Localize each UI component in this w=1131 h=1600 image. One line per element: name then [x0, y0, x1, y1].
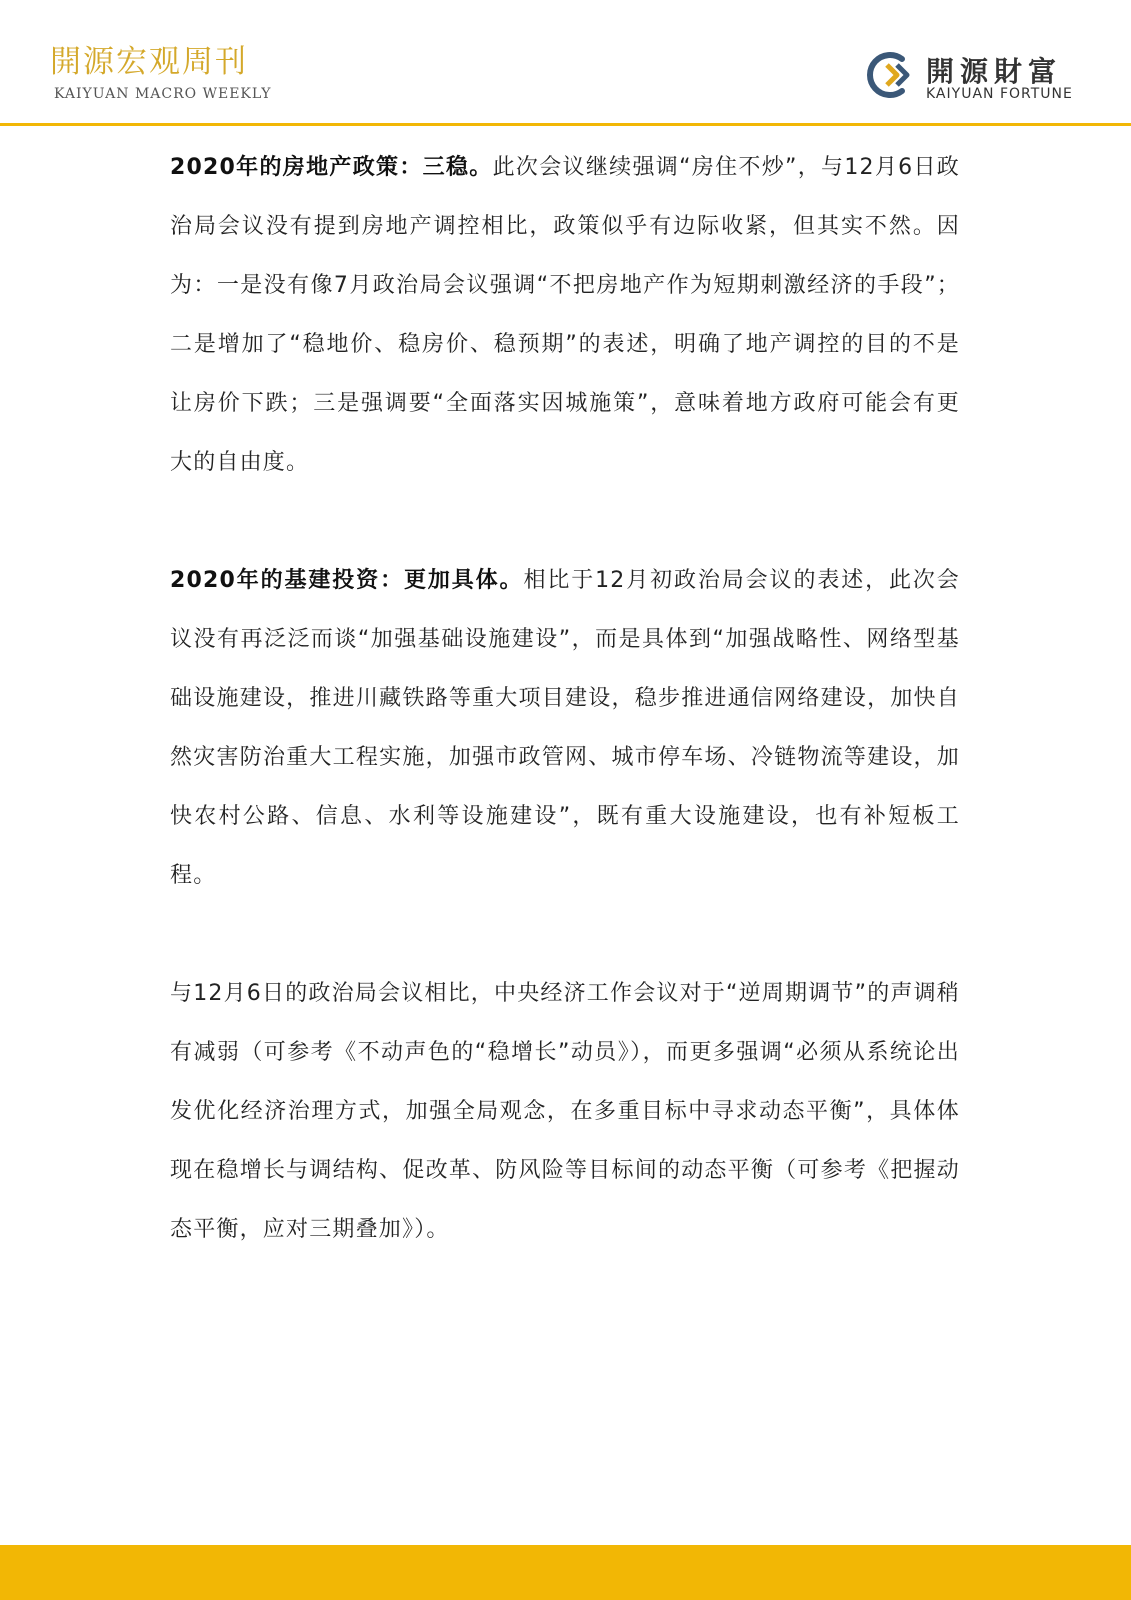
company-logo — [866, 46, 1096, 106]
logo-name-cn: 開源財富 — [926, 55, 1063, 88]
article-body — [170, 138, 960, 1318]
paragraph-real-estate — [170, 138, 960, 492]
kaiyuan-logo-icon — [866, 50, 916, 100]
paragraph-infrastructure — [170, 551, 960, 905]
publication-subtitle: KAIYUAN MACRO WEEKLY — [54, 86, 272, 102]
paragraph-text: 此次会议继续强调“房住不炒”，与12月6日政治局会议没有提到房地产调控相比，政策似乎有边际收紧，但其实不然。因为：一是没有像7月政治局会议强调“不把房地产作为短期刺激经济的手段”；二是增加了“稳地价、稳房价、稳预期”的表述，明确了地产调控的目的不是让房价下跌；三是强调要“全面落实因城施策”，意味着地方政府可能会有更大的自由度。 — [170, 155, 961, 475]
paragraph-lead: 2020年的房地产政策：三稳。 — [170, 155, 493, 180]
publication-title: 開源宏观周刊 — [50, 44, 248, 80]
paragraph-text: 与12月6日的政治局会议相比，中央经济工作会议对于“逆周期调节”的声调稍有减弱（可参考《不动声色的“稳增长”动员》），而更多强调“必须从系统论出发优化经济治理方式，加强全局观念，在多重目标中寻求动态平衡”，具体体现在稳增长与调结构、促改革、防风险等目标间的动态平衡（可参考《把握动态平衡，应对三期叠加》）。 — [170, 981, 960, 1242]
paragraph-lead: 2020年的基建投资：更加具体。 — [170, 568, 524, 593]
logo-name-en: KAIYUAN FORTUNE — [926, 86, 1073, 102]
paragraph-policy-balance — [170, 964, 960, 1259]
page-header — [0, 0, 1131, 128]
paragraph-text: 相比于12月初政治局会议的表述，此次会议没有再泛泛而谈“加强基础设施建设”，而是具体到“加强战略性、网络型基础设施建设，推进川藏铁路等重大项目建设，稳步推进通信网络建设，加快自然灾害防治重大工程实施，加强市政管网、城市停车场、冷链物流等建设，加快农村公路、信息、水利等设施建设”，既有重大设施建设，也有补短板工程。 — [170, 568, 961, 888]
header-divider — [0, 123, 1131, 126]
footer-bar — [0, 1545, 1131, 1600]
